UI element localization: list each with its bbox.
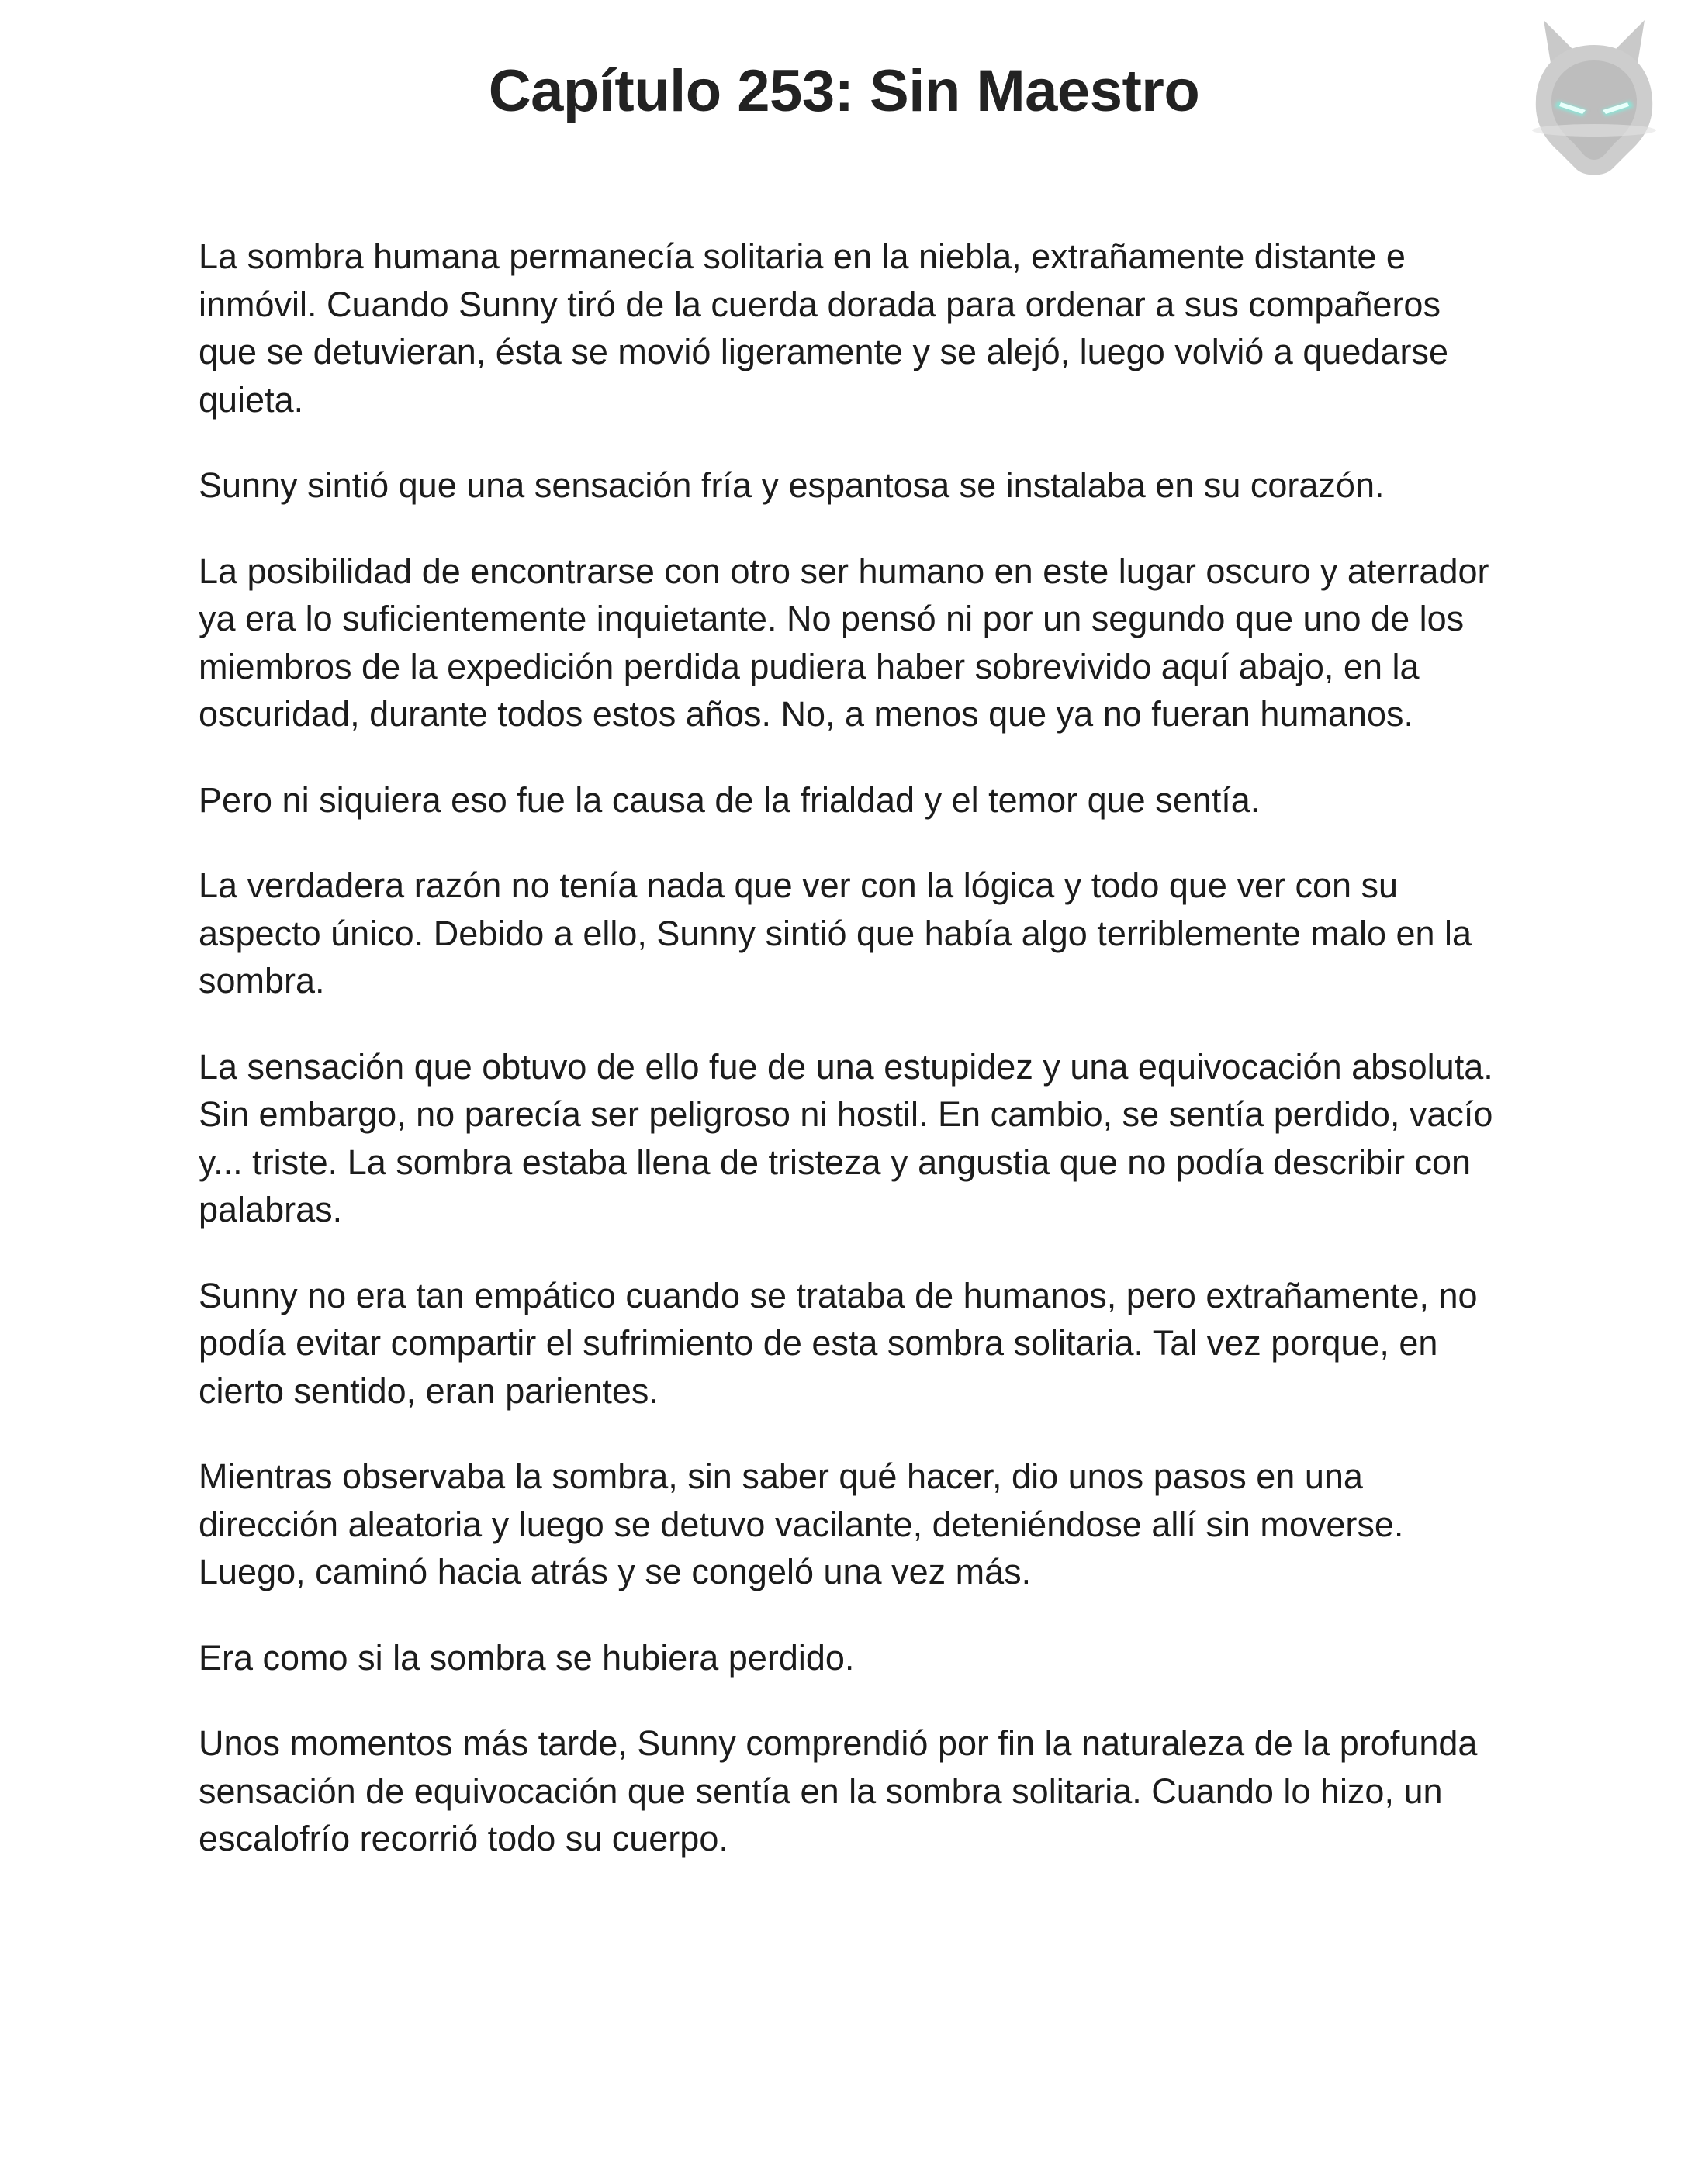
paragraph-4: Pero ni siquiera eso fue la causa de la frialdad y el temor que sentía. <box>199 779 1261 820</box>
paragraph-5: La verdadera razón no tenía nada que ver con la lógica y todo que ver con su aspecto único. Debido a ello, Sunny sintió que había algo terriblemente malo en la sombra. <box>199 866 1472 1000</box>
demon-head-watermark-icon <box>1520 14 1668 181</box>
paragraph-2: Sunny sintió que una sensación fría y espantosa se instalaba en su corazón. <box>199 465 1385 505</box>
paragraph-6: La sensación que obtuvo de ello fue de una estupidez y una equivocación absoluta. Sin embargo, no parecía ser peligroso ni hostil. En cambio, se sentía perdido, vacío y... triste. La sombra estaba llena de tristeza y angustia que no podía describir con palabras. <box>199 1046 1493 1229</box>
chapter-title: Capítulo 253: Sin Maestro <box>488 58 1200 124</box>
paragraph-1: La sombra humana permanecía solitaria en la niebla, extrañamente distante e inmóvil. Cuando Sunny tiró de la cuerda dorada para ordenar a sus compañeros que se detuvieran, ésta se movió ligeramente y se alejó, luego volvió a quedarse quieta. <box>199 237 1448 420</box>
paragraph-9: Era como si la sombra se hubiera perdido. <box>199 1637 855 1678</box>
paragraph-10: Unos momentos más tarde, Sunny comprendió por fin la naturaleza de la profunda sensación de equivocación que sentía en la sombra solitaria. Cuando lo hizo, un escalofrío recorrió todo su cuerpo. <box>199 1723 1478 1858</box>
paragraph-8: Mientras observaba la sombra, sin saber qué hacer, dio unos pasos en una dirección aleatoria y luego se detuvo vacilante, deteniéndose allí sin moverse. Luego, caminó hacia atrás y se congeló una vez más. <box>199 1457 1404 1591</box>
chapter-body <box>199 233 1502 1901</box>
paragraph-3: La posibilidad de encontrarse con otro ser humano en este lugar oscuro y aterrador ya era lo suficientemente inquietante. No pensó ni por un segundo que uno de los miembros de la expedición perdida pudiera haber sobrevivido aquí abajo, en la oscuridad, durante todos estos años. No, a menos que ya no fueran humanos. <box>199 551 1489 734</box>
paragraph-7: Sunny no era tan empático cuando se trataba de humanos, pero extrañamente, no podía evitar compartir el sufrimiento de esta sombra solitaria. Tal vez porque, en cierto sentido, eran parientes. <box>199 1275 1478 1411</box>
